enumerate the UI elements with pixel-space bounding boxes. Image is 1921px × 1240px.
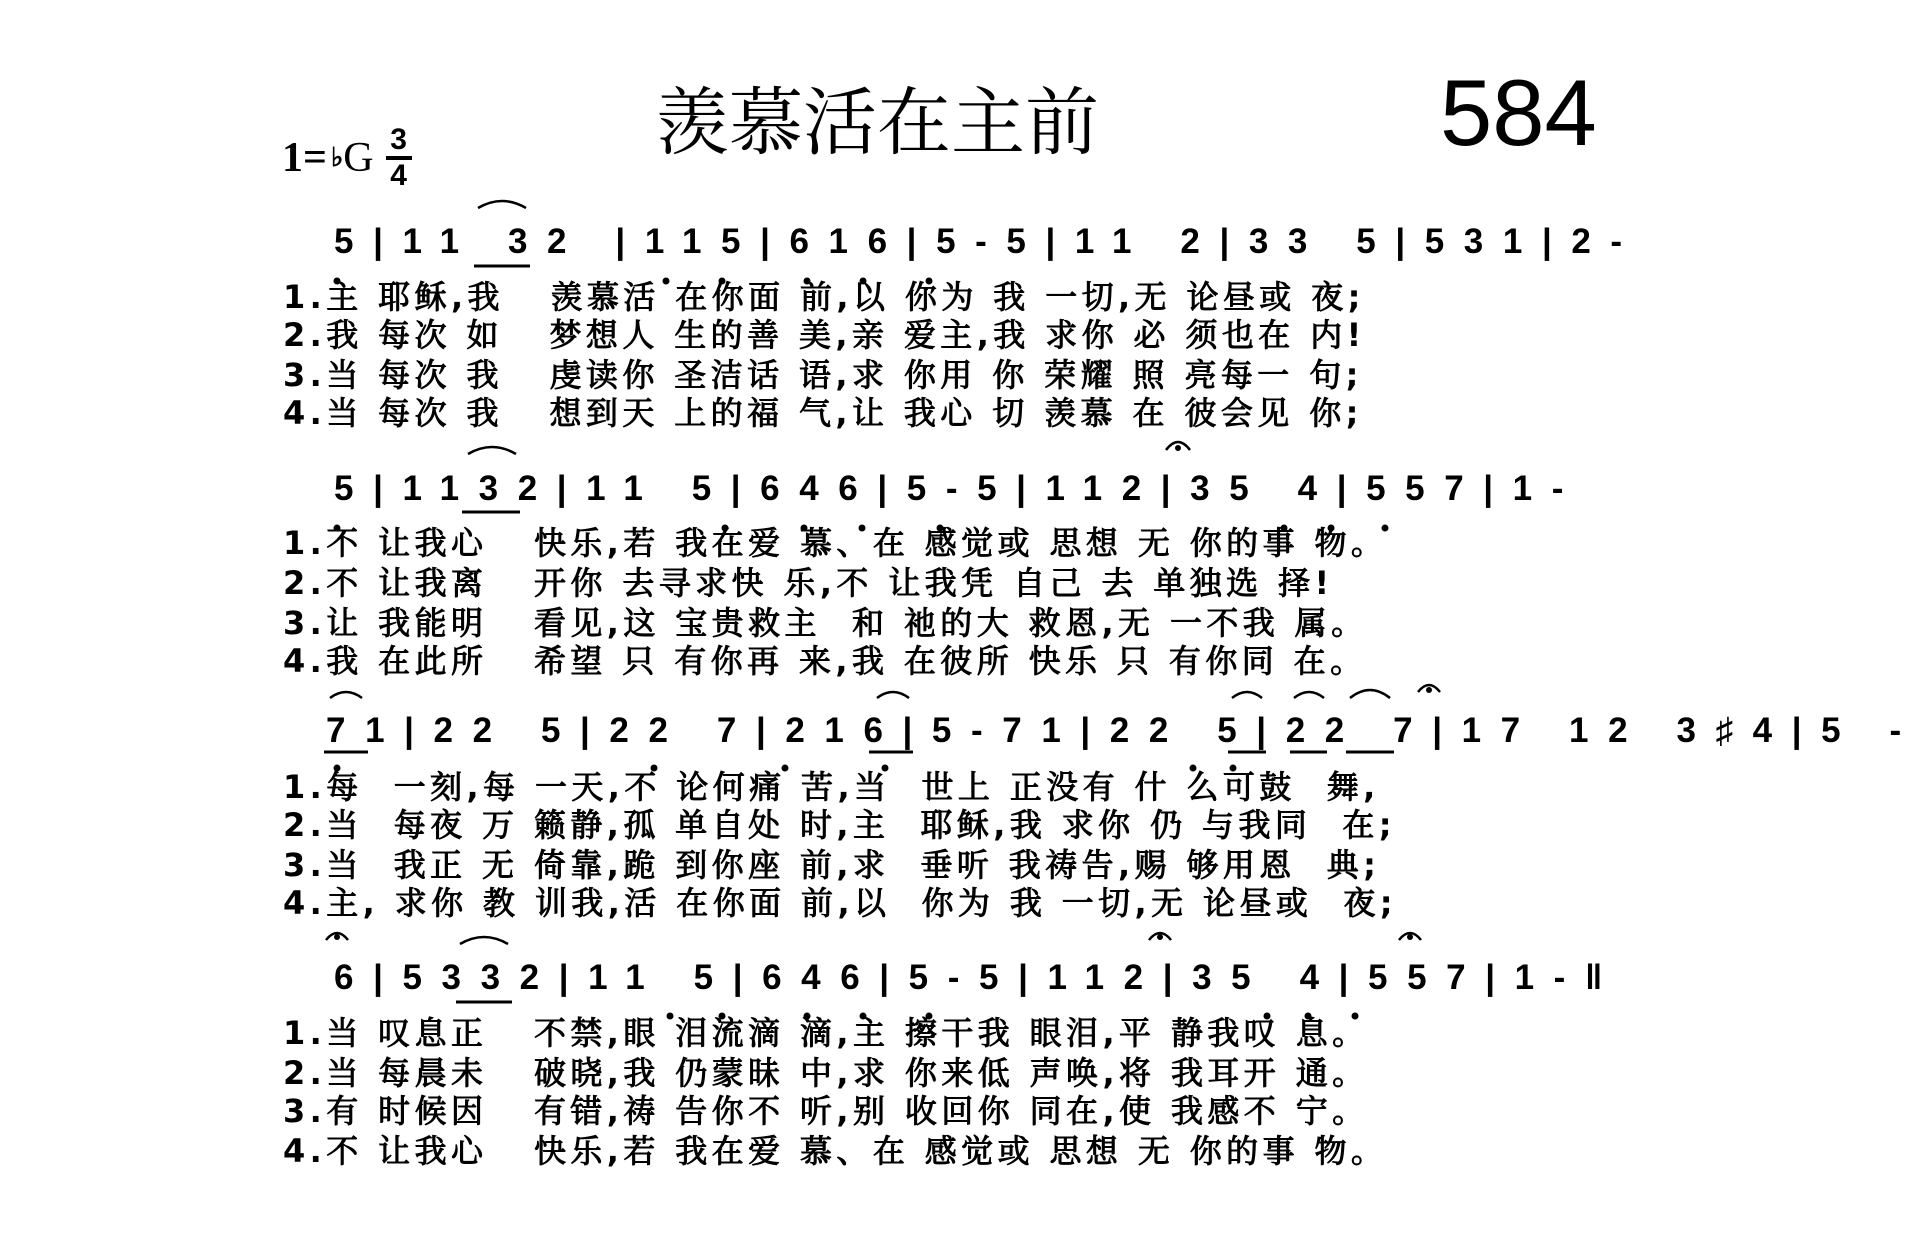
lyric-1-verse-4: 4.当 每次 我 想到天 上的福 气,让 我心 切 羡慕 在 彼会见 你; bbox=[283, 394, 1363, 432]
lyric-4-verse-3: 3.有 时候因 有错,祷 告你不 听,别 收回你 同在,使 我感不 宁。 bbox=[283, 1092, 1369, 1130]
lyric-2-verse-4: 4.我 在此所 希望 只 有你再 来,我 在彼所 快乐 只 有你同 在。 bbox=[283, 642, 1367, 680]
lyric-3-verse-3: 3.当 我正 无 倚靠,跪 到你座 前,求 垂听 我祷告,赐 够用恩 典; bbox=[283, 846, 1381, 884]
notation-line-1: 5|11 32 |115|616|5-5|11 2|33 5|531|2- bbox=[334, 222, 1642, 261]
lyric-4-verse-4: 4.不 让我心 快乐,若 我在爱 慕、在 感觉或 思想 无 你的事 物。 bbox=[283, 1132, 1388, 1170]
notation-line-3: 71|22 5|22 7|216|5-71|22 5|22 7|17 12 3♯4|5 - bbox=[326, 711, 1921, 750]
hymn-number: 584 bbox=[1440, 60, 1597, 165]
fermata-dot bbox=[1157, 934, 1163, 940]
key-label: 1= bbox=[282, 135, 327, 181]
lyric-3-verse-1: 1.每 一刻,每 一天,不 论何痛 苦,当 世上 正没有 什 么可鼓 舞, bbox=[283, 768, 1380, 806]
lyric-4-verse-2: 2.当 每晨未 破晓,我 仍蒙昧 中,求 你来低 声唤,将 我耳开 通。 bbox=[283, 1054, 1369, 1092]
notation-line-2: 5|1132|11 5|646|5-5|112|35 4|557|1- bbox=[334, 469, 1584, 508]
lyric-3-verse-4: 4.主, 求你 教 训我,活 在你面 前,以 你为 我 一切,无 论昼或 夜; bbox=[283, 884, 1397, 922]
key-letter: G bbox=[343, 135, 374, 181]
lyric-3-verse-2: 2.当 每夜 万 籁静,孤 单自处 时,主 耶稣,我 求你 仍 与我同 在; bbox=[283, 806, 1396, 844]
lyric-2-verse-2: 2.不 让我离 开你 去寻求快 乐,不 让我凭 自己 去 单独选 择! bbox=[283, 564, 1334, 602]
lyric-1-verse-1: 1.主 耶稣,我 羡慕活 在你面 前,以 你为 我 一切,无 论昼或 夜; bbox=[283, 278, 1365, 316]
flat-sign: ♭ bbox=[330, 143, 344, 172]
time-numerator: 3 bbox=[390, 123, 407, 156]
fermata-dot bbox=[1407, 934, 1413, 940]
lyric-1-verse-3: 3.当 每次 我 虔读你 圣洁话 语,求 你用 你 荣耀 照 亮每一 句; bbox=[283, 356, 1363, 394]
fermata-dot bbox=[334, 934, 340, 940]
slur-mark bbox=[460, 937, 508, 944]
time-denominator: 4 bbox=[390, 159, 407, 192]
lyric-2-verse-1: 1.不 让我心 快乐,若 我在爱 慕、在 感觉或 思想 无 你的事 物。 bbox=[283, 524, 1388, 562]
notation-line-4: 6|5332|11 5|646|5-5|112|35 4|557|1-‖ bbox=[334, 958, 1622, 997]
lyric-1-verse-2: 2.我 每次 如 梦想人 生的善 美,亲 爱主,我 求你 必 须也在 内! bbox=[283, 316, 1366, 354]
hymn-title: 羡慕活在主前 bbox=[655, 80, 1099, 166]
lyric-2-verse-3: 3.让 我能明 看见,这 宝贵救主 和 祂的大 救恩,无 一不我 属。 bbox=[283, 604, 1368, 642]
lyric-4-verse-1: 1.当 叹息正 不禁,眼 泪流滴 滴,主 擦干我 眼泪,平 静我叹 息。 bbox=[283, 1014, 1369, 1052]
